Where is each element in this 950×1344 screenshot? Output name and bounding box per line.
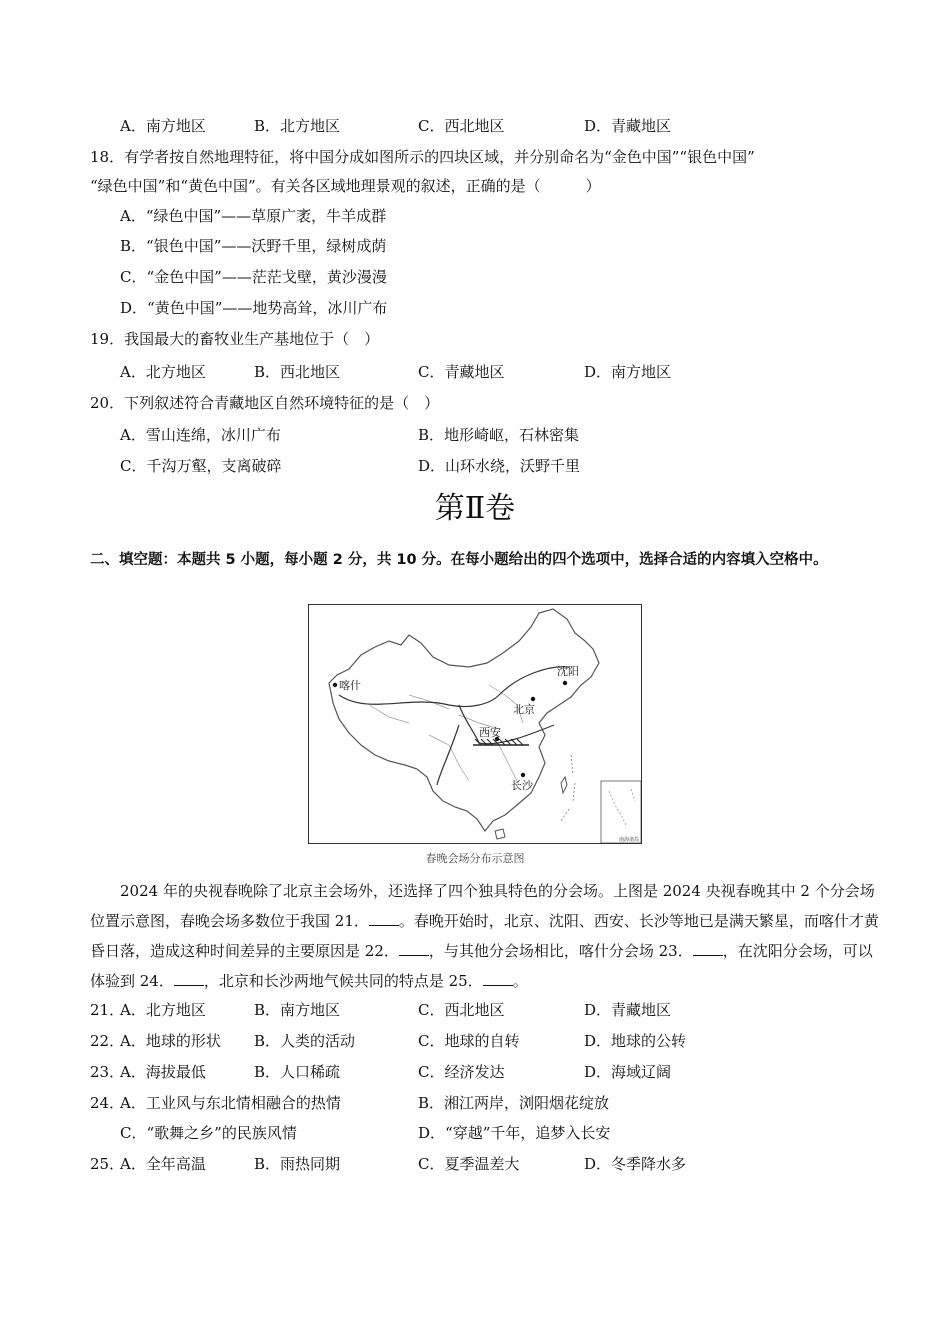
changsha-dot [521, 773, 525, 777]
inset-label: 南海诸岛 [619, 837, 640, 843]
q20-option-d: D．山环水绕，沃野千里 [418, 457, 581, 475]
q25-option-c: C．夏季温差大 [418, 1155, 520, 1173]
q17-option-a: A．南方地区 [120, 117, 206, 135]
blank-22[interactable] [399, 941, 429, 956]
q22-option-d: D．地球的公转 [584, 1032, 687, 1050]
q22-option-a: A．地球的形状 [120, 1032, 221, 1050]
q23-option-b: B．人口稀疏 [254, 1063, 341, 1081]
q22-number: 22． [90, 1032, 125, 1050]
q21-option-c: C．西北地区 [418, 1001, 505, 1019]
china-outline [329, 609, 599, 831]
blank-24[interactable] [174, 971, 204, 986]
china-map-figure [309, 605, 642, 844]
q25-number: 25． [90, 1155, 125, 1173]
passage-part6: 。 [512, 972, 528, 990]
q21-number: 21． [90, 1001, 125, 1019]
q22-option-b: B．人类的活动 [254, 1032, 356, 1050]
city-xian-label: 西安 [479, 726, 501, 739]
q20-option-c: C．千沟万壑，支离破碎 [120, 457, 282, 475]
passage-part4: ，在沈阳分会场，可以体验到 24． [90, 942, 873, 990]
q23-option-c: C．经济发达 [418, 1063, 505, 1081]
passage-part3: ，与其他分会场相比，喀什分会场 23． [428, 942, 693, 960]
q24-option-d: D．“穿越”千年，追梦入长安 [418, 1124, 611, 1142]
q22-option-c: C．地球的自转 [418, 1032, 520, 1050]
map-caption: 春晚会场分布示意图 [425, 852, 525, 865]
q18-stem-line1: 18．有学者按自然地理特征，将中国分成如图所示的四块区域，并分别命名为“金色中国”“银色中国” [90, 148, 755, 166]
south-china-sea-inset [601, 781, 641, 843]
part2-instruction: 二、填空题：本题共 5 小题，每小题 2 分，共 10 分。在每小题给出的四个选项中，选择合适的内容填入空格中。 [90, 552, 828, 568]
q20-option-a: A．雪山连绵，冰川广布 [120, 426, 281, 444]
passage-part5: ，北京和长沙两地气候共同的特点是 25． [203, 972, 483, 990]
passage-part2: 。春晚开始时，北京、沈阳、西安、长沙等地已是满天繁星，而喀什才黄昏日落，造成这种时间差异的主要原因是 22． [90, 912, 879, 960]
blank-21[interactable] [369, 911, 399, 926]
q23-option-d: D．海域辽阔 [584, 1063, 672, 1081]
kashgar-dot [333, 683, 337, 687]
q24-option-a: A．工业风与东北情相融合的热情 [120, 1094, 341, 1112]
q20-option-b: B．地形崎岖，石林密集 [418, 426, 580, 444]
q19-option-d: D．南方地区 [584, 363, 672, 381]
q18-option-a: A．“绿色中国”——草原广袤，牛羊成群 [120, 207, 387, 225]
blank-25[interactable] [483, 971, 513, 986]
q23-number: 23． [90, 1063, 125, 1081]
city-changsha-label: 长沙 [511, 779, 533, 792]
q19-stem: 19．我国最大的畜牧业生产基地位于（ ） [90, 330, 380, 348]
part2-title: 第Ⅱ卷 [434, 491, 516, 526]
shenyang-dot [563, 681, 567, 685]
q25-option-d: D．冬季降水多 [584, 1155, 687, 1173]
q21-option-d: D．青藏地区 [584, 1001, 672, 1019]
q25-option-a: A．全年高温 [120, 1155, 206, 1173]
q24-number: 24． [90, 1094, 125, 1112]
beijing-dot [531, 697, 535, 701]
q18-option-b: B．“银色中国”——沃野千里，绿树成荫 [120, 237, 387, 255]
china-map [308, 604, 642, 844]
taiwan-shape [561, 777, 567, 793]
q19-option-b: B．西北地区 [254, 363, 341, 381]
q19-option-a: A．北方地区 [120, 363, 206, 381]
city-beijing-label: 北京 [513, 703, 535, 716]
q24-option-b: B．湘江两岸，浏阳烟花绽放 [418, 1094, 610, 1112]
q21-option-b: B．南方地区 [254, 1001, 341, 1019]
passage-part1: 2024 年的央视春晚除了北京主会场外，还选择了四个独具特色的分会场。上图是 2024 央视春晚其中 2 个分会场位置示意图，春晚会场多数位于我国 21． [90, 882, 875, 930]
blank-23[interactable] [693, 941, 723, 956]
q18-stem-line2: “绿色中国”和“黄色中国”。有关各区域地理景观的叙述，正确的是（ ） [90, 177, 601, 195]
city-shenyang-label: 沈阳 [557, 665, 579, 678]
hainan-shape [495, 829, 505, 839]
q20-stem: 20．下列叙述符合青藏地区自然环境特征的是（ ） [90, 394, 440, 412]
q24-option-c: C．“歌舞之乡”的民族风情 [120, 1124, 297, 1142]
region-boundary-west [437, 725, 459, 785]
q21-option-a: A．北方地区 [120, 1001, 206, 1019]
q17-option-b: B．北方地区 [254, 117, 341, 135]
q25-option-b: B．雨热同期 [254, 1155, 341, 1173]
q18-option-c: C．“金色中国”——茫茫戈壁，黄沙漫漫 [120, 268, 387, 286]
city-kashgar-label: 喀什 [339, 679, 361, 692]
q17-option-d: D．青藏地区 [584, 117, 672, 135]
q17-option-c: C．西北地区 [418, 117, 505, 135]
q23-option-a: A．海拔最低 [120, 1063, 206, 1081]
q19-option-c: C．青藏地区 [418, 363, 505, 381]
passage [90, 876, 880, 996]
q18-option-d: D．“黄色中国”——地势高耸，冰川广布 [120, 299, 388, 317]
